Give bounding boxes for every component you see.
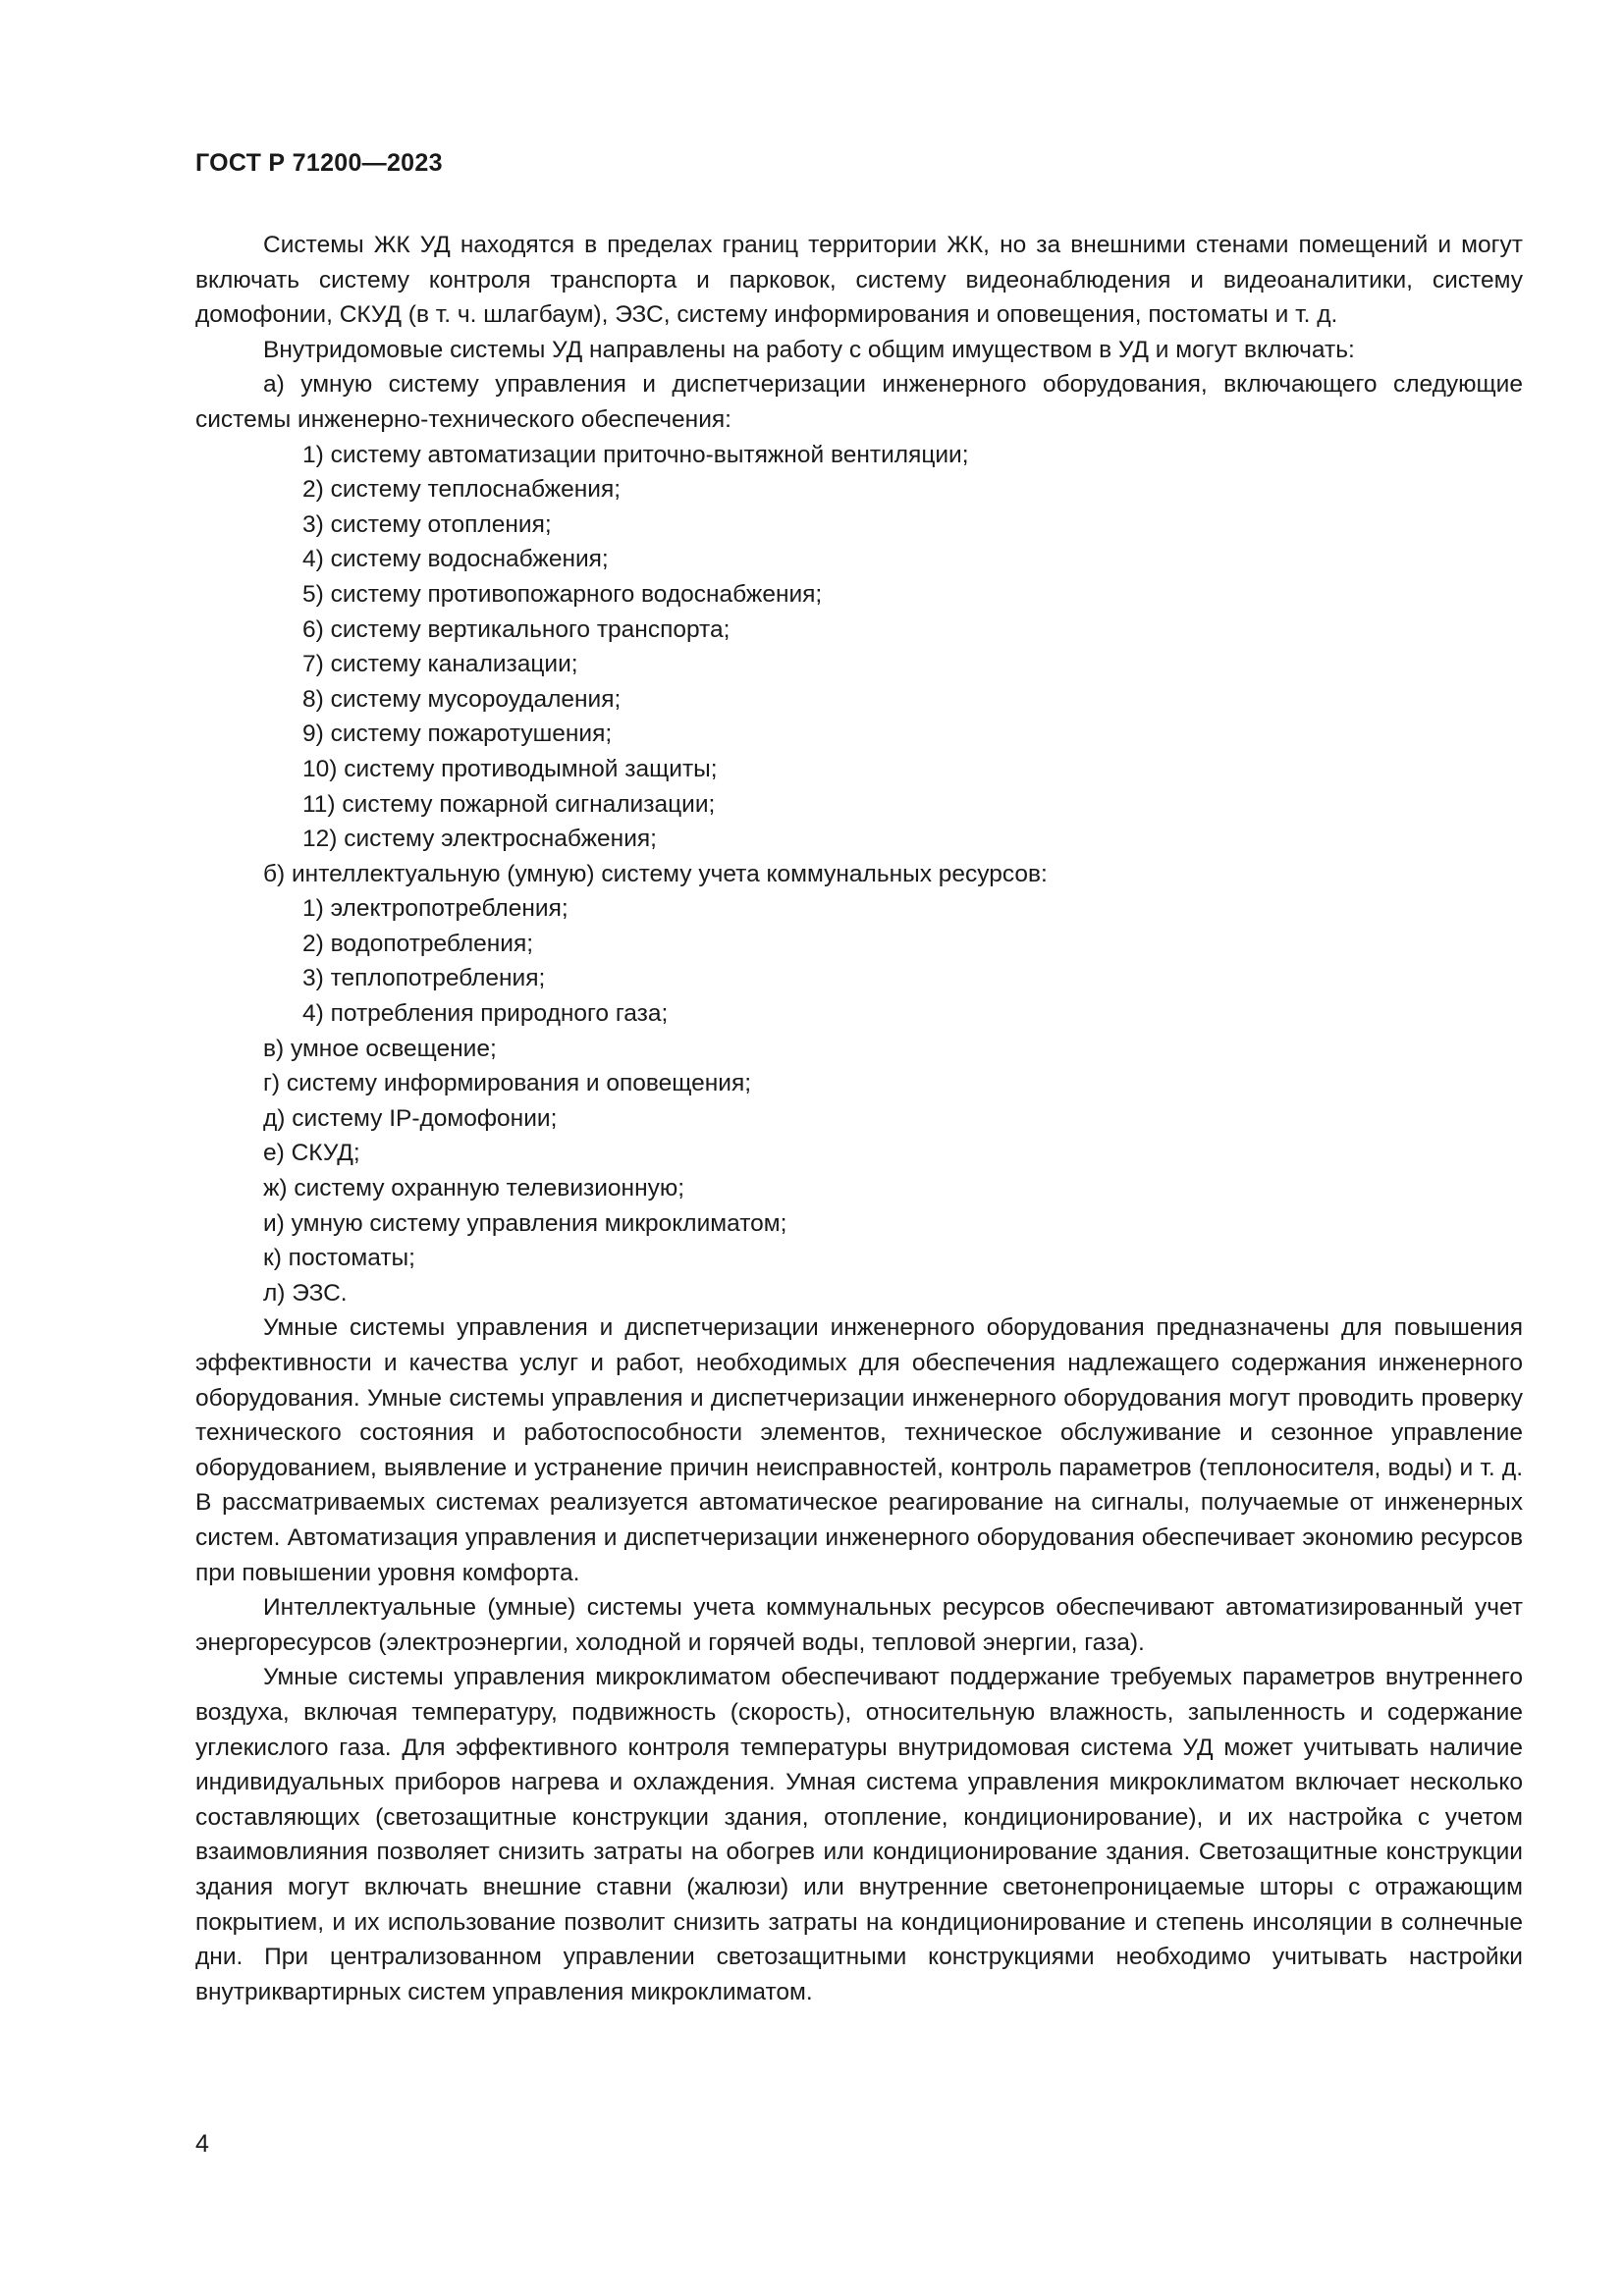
list-item: 9) систему пожаротушения; [302,721,613,748]
document-body [195,228,1523,2009]
list-item: 1) электропотребления; [302,895,568,923]
list-item: к) постоматы; [263,1245,415,1272]
list-item: 11) систему пожарной сигнализации; [302,790,716,818]
list-item: 3) систему отопления; [302,510,552,538]
document-header: ГОСТ Р 71200—2023 [195,149,443,177]
list-item-a: а) умную систему управления и диспетчеризации инженерного оборудования, включающего следующие системы инженерно-технического обеспечения: [195,371,1523,433]
paragraph: Умные системы управления микроклиматом обеспечивают поддержание требуемых параметров внутреннего воздуха, включая температуру, подвижность (скорость), относительную влажность, запыленность и содержание углекислого газа. Для эффективного контроля температуры внутридомовая система УД может учитывать наличие индивидуальных приборов нагрева и охлаждения. Умная система управления микроклиматом включает несколько составляющих (светозащитные конструкции здания, отопление, кондиционирование), и их настройка с учетом взаимовлияния позволяет снизить затраты на обогрев или кондиционирование здания. Светозащитные конструкции здания могут включать внешние ставни (жалюзи) или внутренние светонепроницаемые шторы с отражающим покрытием, и их использование позволит снизить затраты на кондиционирование и степень инсоляции в солнечные дни. При централизованном управлении светозащитными конструкциями необходимо учитывать настройки внутриквартирных систем управления микроклиматом. [195,1664,1523,2005]
list-item: л) ЭЗС. [263,1279,348,1307]
list-item: 8) систему мусороудаления; [302,685,622,713]
list-item: 12) систему электроснабжения; [302,826,657,853]
list-item: 5) систему противопожарного водоснабжения; [302,580,823,608]
list-item: д) систему IP-домофонии; [263,1104,558,1132]
paragraph: Интеллектуальные (умные) системы учета коммунальных ресурсов обеспечивают автоматизированный учет энергоресурсов (электроэнергии, холодной и горячей воды, тепловой энергии, газа). [195,1594,1523,1656]
page-number: 4 [195,2130,209,2158]
paragraph: Системы ЖК УД находятся в пределах границ территории ЖК, но за внешними стенами помещений и могут включать систему контроля транспорта и парковок, систему видеонаблюдения и видеоаналитики, систему домофонии, СКУД (в т. ч. шлагбаум), ЭЗС, систему информирования и оповещения, постоматы и т. д. [195,232,1523,329]
list-item: 7) систему канализации; [302,651,578,678]
list-item: 2) водопотребления; [302,930,534,957]
list-item-b: б) интеллектуальную (умную) систему учета коммунальных ресурсов: [263,860,1048,887]
list-item: 4) потребления природного газа; [302,1000,669,1028]
list-item: 6) систему вертикального транспорта; [302,615,731,643]
list-item: в) умное освещение; [263,1035,497,1062]
list-item: 4) систему водоснабжения; [302,546,609,573]
list-item: 3) теплопотребления; [302,965,546,992]
list-item: 1) систему автоматизации приточно-вытяжной вентиляции; [302,441,969,468]
list-item: г) систему информирования и оповещения; [263,1070,752,1097]
list-item: е) СКУД; [263,1140,360,1167]
list-item: и) умную систему управления микроклиматом; [263,1209,787,1237]
list-item: 10) систему противодымной защиты; [302,755,718,782]
list-item: ж) систему охранную телевизионную; [263,1175,685,1202]
list-item: 2) систему теплоснабжения; [302,476,622,504]
paragraph: Умные системы управления и диспетчеризации инженерного оборудования предназначены для повышения эффективности и качества услуг и работ, необходимых для обеспечения надлежащего содержания инженерного оборудования. Умные системы управления и диспетчеризации инженерного оборудования могут проводить проверку технического состояния и работоспособности элементов, техническое обслуживание и сезонное управление оборудованием, выявление и устранение причин неисправностей, контроль параметров (теплоносителя, воды) и т. д. В рассматриваемых системах реализуется автоматическое реагирование на сигналы, получаемые от инженерных систем. Автоматизация управления и диспетчеризации инженерного оборудования обеспечивает экономию ресурсов при повышении уровня комфорта. [195,1314,1523,1586]
paragraph: Внутридомовые системы УД направлены на работу с общим имуществом в УД и могут включать: [263,336,1355,363]
